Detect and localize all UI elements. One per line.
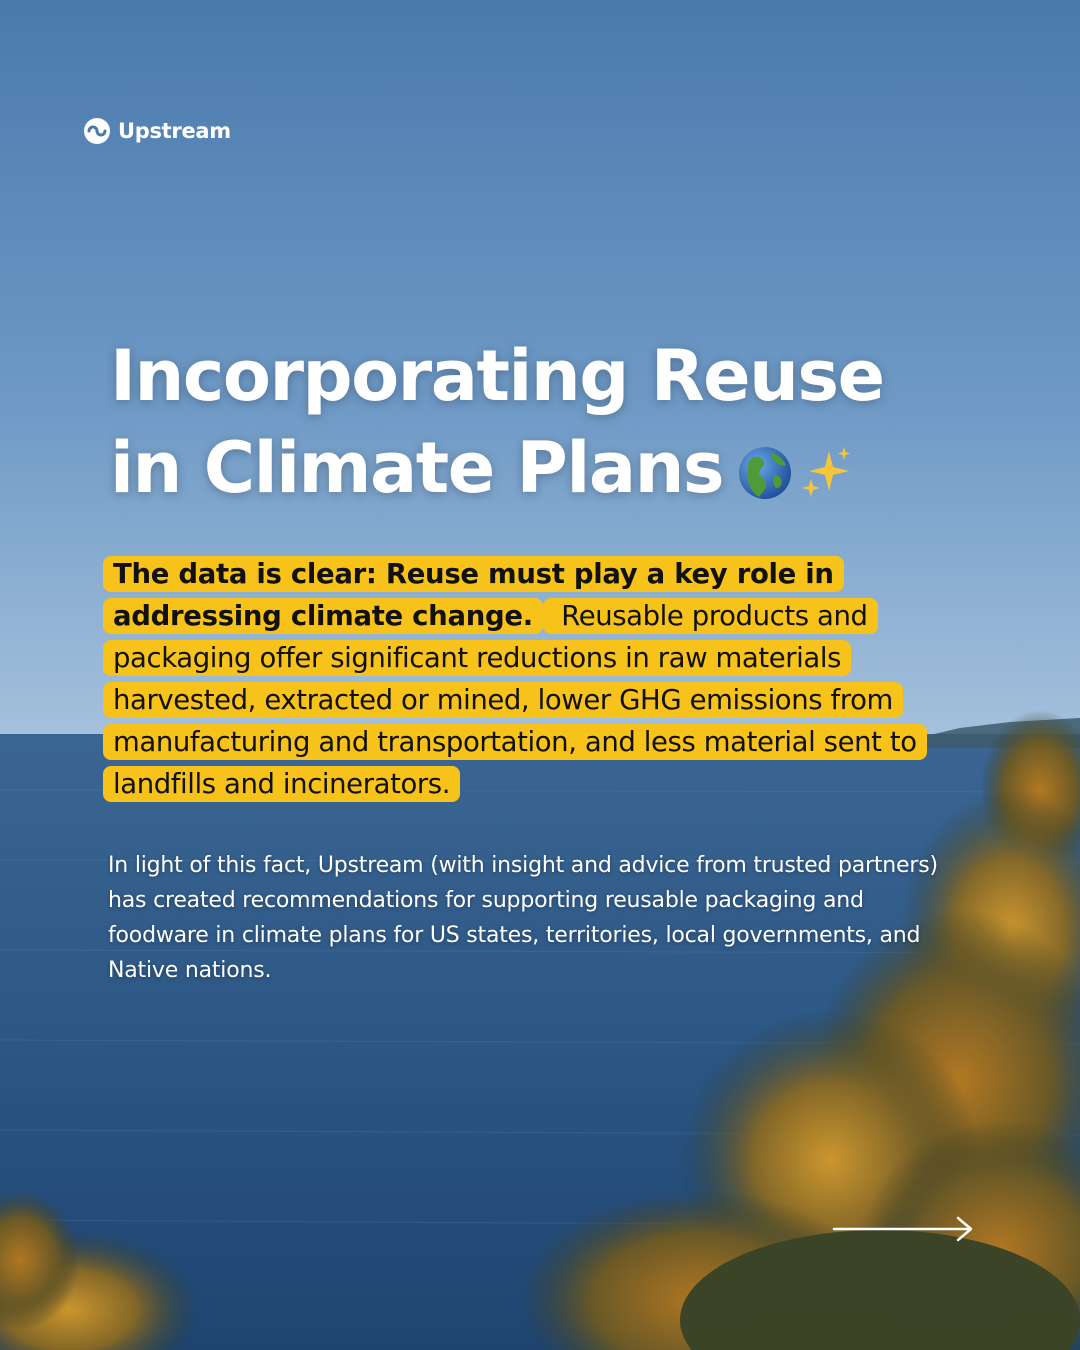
page-title: [110, 330, 1040, 514]
upstream-logo-icon: [82, 116, 112, 146]
title-emoji-group: [737, 445, 855, 501]
highlight-regular-content: Reusable products and packaging offer significant reductions in raw materials harvested, extracted or mined, lower GHG emissions from manufacturing and transportation, and less material sent to landfills and incinerators.: [113, 600, 917, 800]
globe-americas-icon: [737, 445, 793, 501]
sparkles-icon: [799, 445, 855, 501]
brand-logo: [82, 116, 231, 146]
highlight-paragraph: [103, 553, 963, 805]
body-paragraph: In light of this fact, Upstream (with insight and advice from trusted partners) has created recommendations for supporting reusable packaging and foodware in climate plans for US states, territories, local governments, and Native nations.: [108, 853, 938, 983]
title-line-2-text: in Climate Plans: [110, 427, 724, 509]
highlight-bold-text: The data is clear: Reuse must play a key role in addressing climate change.: [103, 556, 844, 634]
brand-name: Upstream: [118, 119, 231, 143]
title-line-2: [110, 422, 1040, 514]
title-line-1: Incorporating Reuse: [110, 335, 884, 417]
arrow-right-icon[interactable]: [832, 1214, 976, 1244]
